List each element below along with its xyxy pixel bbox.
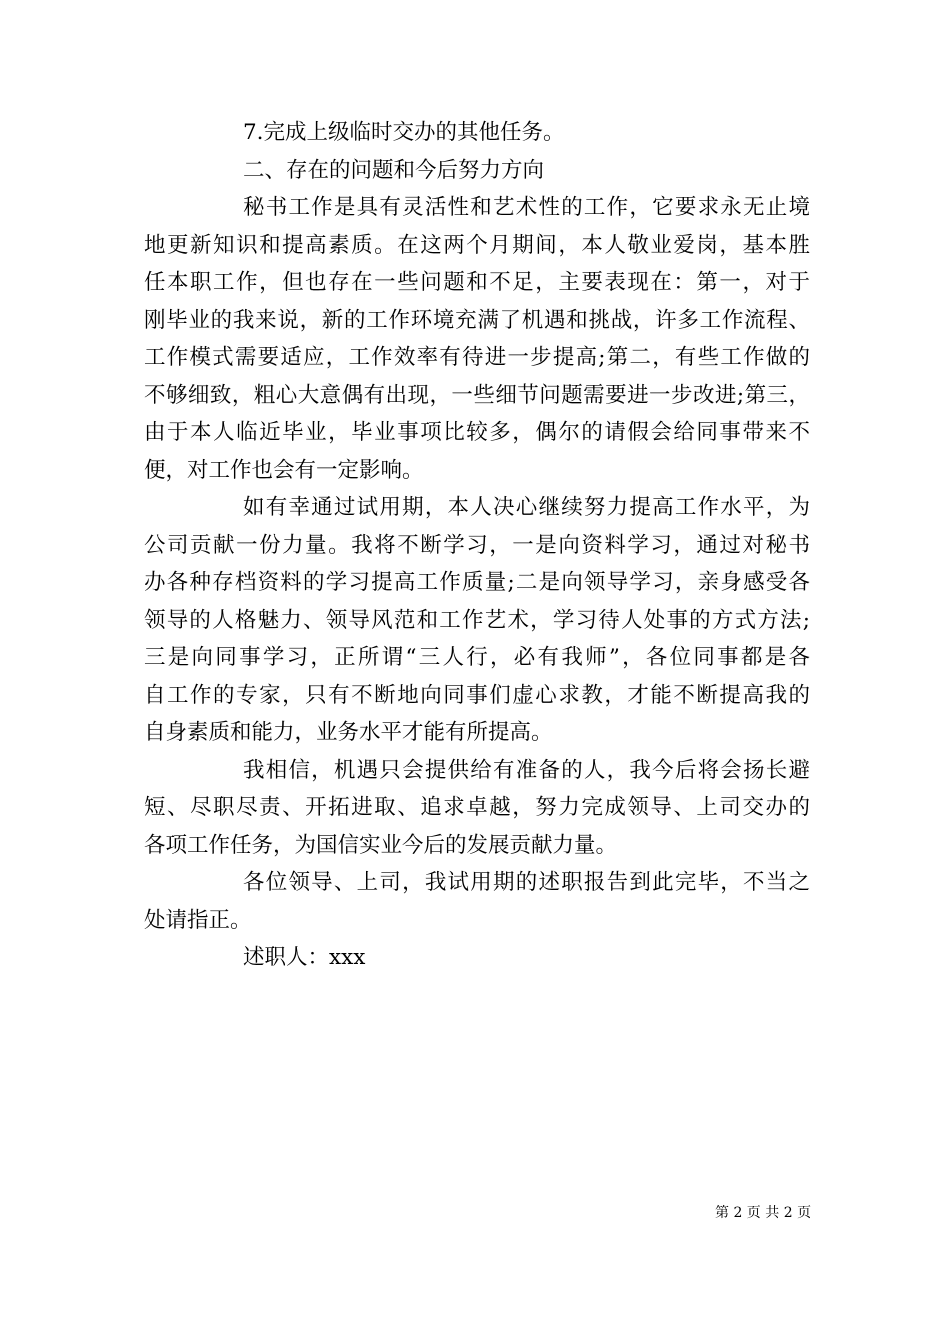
paragraph-line: 自工作的专家，只有不断地向同事们虚心求教，才能不断提高我的 bbox=[144, 682, 810, 708]
list-item-7: 7.完成上级临时交办的其他任务。 bbox=[243, 120, 565, 145]
signature-line: 述职人：xxx bbox=[243, 945, 366, 970]
section-heading-problems: 二、存在的问题和今后努力方向 bbox=[243, 157, 545, 183]
paragraph-line: 如有幸通过试用期，本人决心继续努力提高工作水平，为 bbox=[243, 495, 810, 520]
paragraph-line: 任本职工作，但也存在一些问题和不足，主要表现在：第一，对于 bbox=[144, 270, 810, 295]
paragraph-line: 办各种存档资料的学习提高工作质量;二是向领导学习，亲身感受各 bbox=[144, 570, 810, 595]
paragraph-line: 不够细致，粗心大意偶有出现，一些细节问题需要进一步改进;第三， bbox=[144, 382, 810, 408]
page-number: 第 2 页 共 2 页 bbox=[715, 1205, 812, 1221]
paragraph-line: 秘书工作是具有灵活性和艺术性的工作，它要求永无止境 bbox=[243, 195, 810, 220]
paragraph-line: 各位领导、上司，我试用期的述职报告到此完毕，不当之 bbox=[243, 870, 810, 895]
paragraph-line: 短、尽职尽责、开拓进取、追求卓越，努力完成领导、上司交办的 bbox=[144, 795, 810, 820]
paragraph-line: 公司贡献一份力量。我将不断学习，一是向资料学习，通过对秘书 bbox=[144, 532, 810, 558]
paragraph-line: 各项工作任务，为国信实业今后的发展贡献力量。 bbox=[144, 832, 618, 858]
paragraph-line: 由于本人临近毕业，毕业事项比较多，偶尔的请假会给同事带来不 bbox=[144, 420, 810, 445]
paragraph-line: 刚毕业的我来说，新的工作环境充满了机遇和挑战，许多工作流程、 bbox=[144, 307, 810, 333]
paragraph-line: 领导的人格魅力、领导风范和工作艺术，学习待人处事的方式方法; bbox=[144, 607, 810, 633]
paragraph-line: 便，对工作也会有一定影响。 bbox=[144, 457, 424, 483]
paragraph-line: 三是向同事学习，正所谓“三人行，必有我师”，各位同事都是各 bbox=[144, 645, 810, 670]
paragraph-line: 处请指正。 bbox=[144, 907, 252, 933]
paragraph-line: 我相信，机遇只会提供给有准备的人，我今后将会扬长避 bbox=[243, 757, 810, 783]
paragraph-line: 地更新知识和提高素质。在这两个月期间，本人敬业爱岗，基本胜 bbox=[144, 232, 810, 258]
document-body bbox=[144, 114, 810, 977]
paragraph-line: 自身素质和能力，业务水平才能有所提高。 bbox=[144, 720, 553, 745]
paragraph-line: 工作模式需要适应，工作效率有待进一步提高;第二，有些工作做的 bbox=[144, 345, 810, 370]
